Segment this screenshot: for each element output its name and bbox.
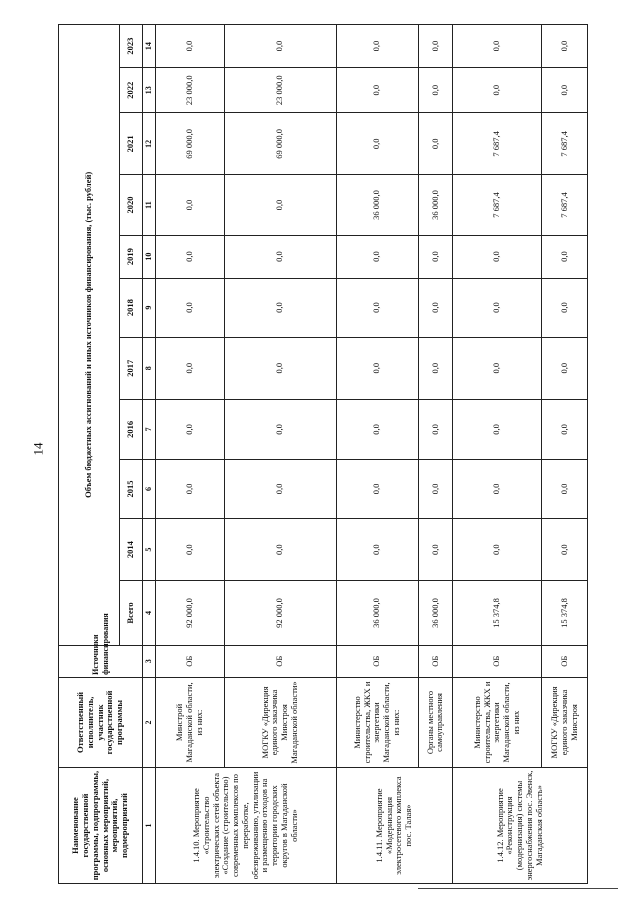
source-cell: ОБ	[336, 645, 418, 677]
header-year: 2021	[120, 113, 143, 175]
value-cell: 0,0	[336, 25, 418, 68]
value-cell: 0,0	[542, 278, 588, 337]
value-cell: 0,0	[336, 337, 418, 399]
value-cell: 0,0	[156, 278, 225, 337]
value-cell: 0,0	[418, 235, 452, 278]
value-cell: 69 000,0	[224, 113, 336, 175]
measure-name-cell: 1.4.10. Мероприятие «Строительство электрических сетей объекта «Создание (строительство) современных комплексов по переработке, обезвреживанию, утилизации и размещению отходов на территории городских округов в Магаданской области»	[156, 768, 337, 884]
value-cell: 0,0	[542, 25, 588, 68]
column-index: 12	[143, 113, 156, 175]
value-cell: 0,0	[418, 278, 452, 337]
value-cell: 0,0	[418, 68, 452, 113]
total-cell: 92 000,0	[224, 581, 336, 645]
value-cell: 0,0	[224, 25, 336, 68]
table-row	[336, 25, 418, 884]
total-cell: 36 000,0	[336, 581, 418, 645]
value-cell: 0,0	[224, 519, 336, 581]
value-cell: 0,0	[418, 113, 452, 175]
header-year: 2018	[120, 278, 143, 337]
column-index: 5	[143, 519, 156, 581]
header-year: 2020	[120, 175, 143, 235]
value-cell: 0,0	[224, 278, 336, 337]
value-cell: 0,0	[453, 235, 542, 278]
column-index: 6	[143, 459, 156, 518]
header-year: 2019	[120, 235, 143, 278]
executor-cell: МОГКУ «Дирекция единого заказчика Минстроя	[542, 677, 588, 767]
total-cell: 15 374,8	[542, 581, 588, 645]
value-cell: 0,0	[156, 235, 225, 278]
value-cell: 7 687,4	[542, 113, 588, 175]
table-row	[453, 25, 542, 884]
column-index: 1	[143, 768, 156, 884]
value-cell: 7 687,4	[453, 175, 542, 235]
column-index: 14	[143, 25, 156, 68]
value-cell: 0,0	[224, 337, 336, 399]
column-index: 9	[143, 278, 156, 337]
header-year: 2023	[120, 25, 143, 68]
executor-cell: Органы местного самоуправления	[418, 677, 452, 767]
table-row	[156, 25, 225, 884]
value-cell: 7 687,4	[542, 175, 588, 235]
header-executor: Ответственный исполнитель, участник государственной программы	[59, 677, 143, 767]
header-source: Источники финансирования	[59, 645, 143, 677]
header-total: Всего	[120, 581, 143, 645]
header-year: 2015	[120, 459, 143, 518]
value-cell: 0,0	[453, 519, 542, 581]
header-year: 2016	[120, 399, 143, 459]
executor-cell: МОГКУ «Дирекция единого заказчика Минстроя Магаданской области»	[224, 677, 336, 767]
budget-table	[58, 24, 588, 884]
value-cell: 0,0	[156, 175, 225, 235]
value-cell: 0,0	[156, 337, 225, 399]
value-cell: 23 000,0	[224, 68, 336, 113]
value-cell: 0,0	[542, 399, 588, 459]
value-cell: 0,0	[418, 337, 452, 399]
column-index: 13	[143, 68, 156, 113]
column-index: 8	[143, 337, 156, 399]
header-year: 2014	[120, 519, 143, 581]
value-cell: 0,0	[224, 399, 336, 459]
value-cell: 0,0	[542, 235, 588, 278]
table-row	[418, 25, 452, 884]
value-cell: 0,0	[453, 68, 542, 113]
value-cell: 0,0	[156, 25, 225, 68]
value-cell: 0,0	[336, 459, 418, 518]
header-volume: Объем бюджетных ассигнований и иных источников финансирования, (тыс. рублей)	[59, 25, 120, 646]
source-cell: ОБ	[453, 645, 542, 677]
table-row	[542, 25, 588, 884]
value-cell: 0,0	[224, 175, 336, 235]
value-cell: 0,0	[542, 68, 588, 113]
value-cell: 0,0	[453, 459, 542, 518]
source-cell: ОБ	[156, 645, 225, 677]
column-index: 7	[143, 399, 156, 459]
column-index: 3	[143, 645, 156, 677]
total-cell: 36 000,0	[418, 581, 452, 645]
executor-cell: Министерство строительства, ЖКХ и энергетики Магаданской области, из них	[453, 677, 542, 767]
measure-name-cell: 1.4.11. Мероприятие «Модернизация электросетевого комплекса пос. Талая»	[336, 768, 453, 884]
header-year: 2022	[120, 68, 143, 113]
value-cell: 0,0	[453, 278, 542, 337]
column-index: 4	[143, 581, 156, 645]
budget-table-rotated	[58, 24, 588, 884]
header-name: Наименование государственной программы, подпрограммы, основных мероприятий, мероприятий, подмероприятий	[59, 768, 143, 884]
source-cell: ОБ	[542, 645, 588, 677]
column-index: 10	[143, 235, 156, 278]
value-cell: 0,0	[542, 519, 588, 581]
value-cell: 0,0	[336, 278, 418, 337]
value-cell: 0,0	[224, 459, 336, 518]
value-cell: 0,0	[156, 519, 225, 581]
value-cell: 0,0	[542, 459, 588, 518]
measure-name-cell: 1.4.12. Мероприятие «Реконструкция (модернизация) системы энергоснабжения пос. Эвенск, Магаданская область»	[453, 768, 588, 884]
value-cell: 0,0	[156, 459, 225, 518]
source-cell: ОБ	[418, 645, 452, 677]
value-cell: 0,0	[542, 337, 588, 399]
executor-cell: Министерство строительства, ЖКХ и энергетики Магаданской области, из них:	[336, 677, 418, 767]
source-cell: ОБ	[224, 645, 336, 677]
header-year: 2017	[120, 337, 143, 399]
value-cell: 36 000,0	[336, 175, 418, 235]
value-cell: 7 687,4	[453, 113, 542, 175]
executor-cell: Минстрой Магаданской области, из них:	[156, 677, 225, 767]
value-cell: 0,0	[336, 113, 418, 175]
value-cell: 0,0	[336, 519, 418, 581]
value-cell: 0,0	[156, 399, 225, 459]
value-cell: 0,0	[453, 25, 542, 68]
value-cell: 0,0	[336, 68, 418, 113]
total-cell: 15 374,8	[453, 581, 542, 645]
value-cell: 23 000,0	[156, 68, 225, 113]
value-cell: 0,0	[418, 25, 452, 68]
value-cell: 0,0	[336, 399, 418, 459]
value-cell: 0,0	[418, 399, 452, 459]
value-cell: 69 000,0	[156, 113, 225, 175]
column-index: 11	[143, 175, 156, 235]
value-cell: 0,0	[224, 235, 336, 278]
page-number: 14	[30, 442, 46, 456]
total-cell: 92 000,0	[156, 581, 225, 645]
value-cell: 0,0	[418, 459, 452, 518]
value-cell: 0,0	[418, 519, 452, 581]
value-cell: 0,0	[336, 235, 418, 278]
value-cell: 0,0	[453, 337, 542, 399]
value-cell: 0,0	[453, 399, 542, 459]
table-row	[224, 25, 336, 884]
page-bottom-rule	[418, 888, 618, 889]
value-cell: 36 000,0	[418, 175, 452, 235]
column-index: 2	[143, 677, 156, 767]
